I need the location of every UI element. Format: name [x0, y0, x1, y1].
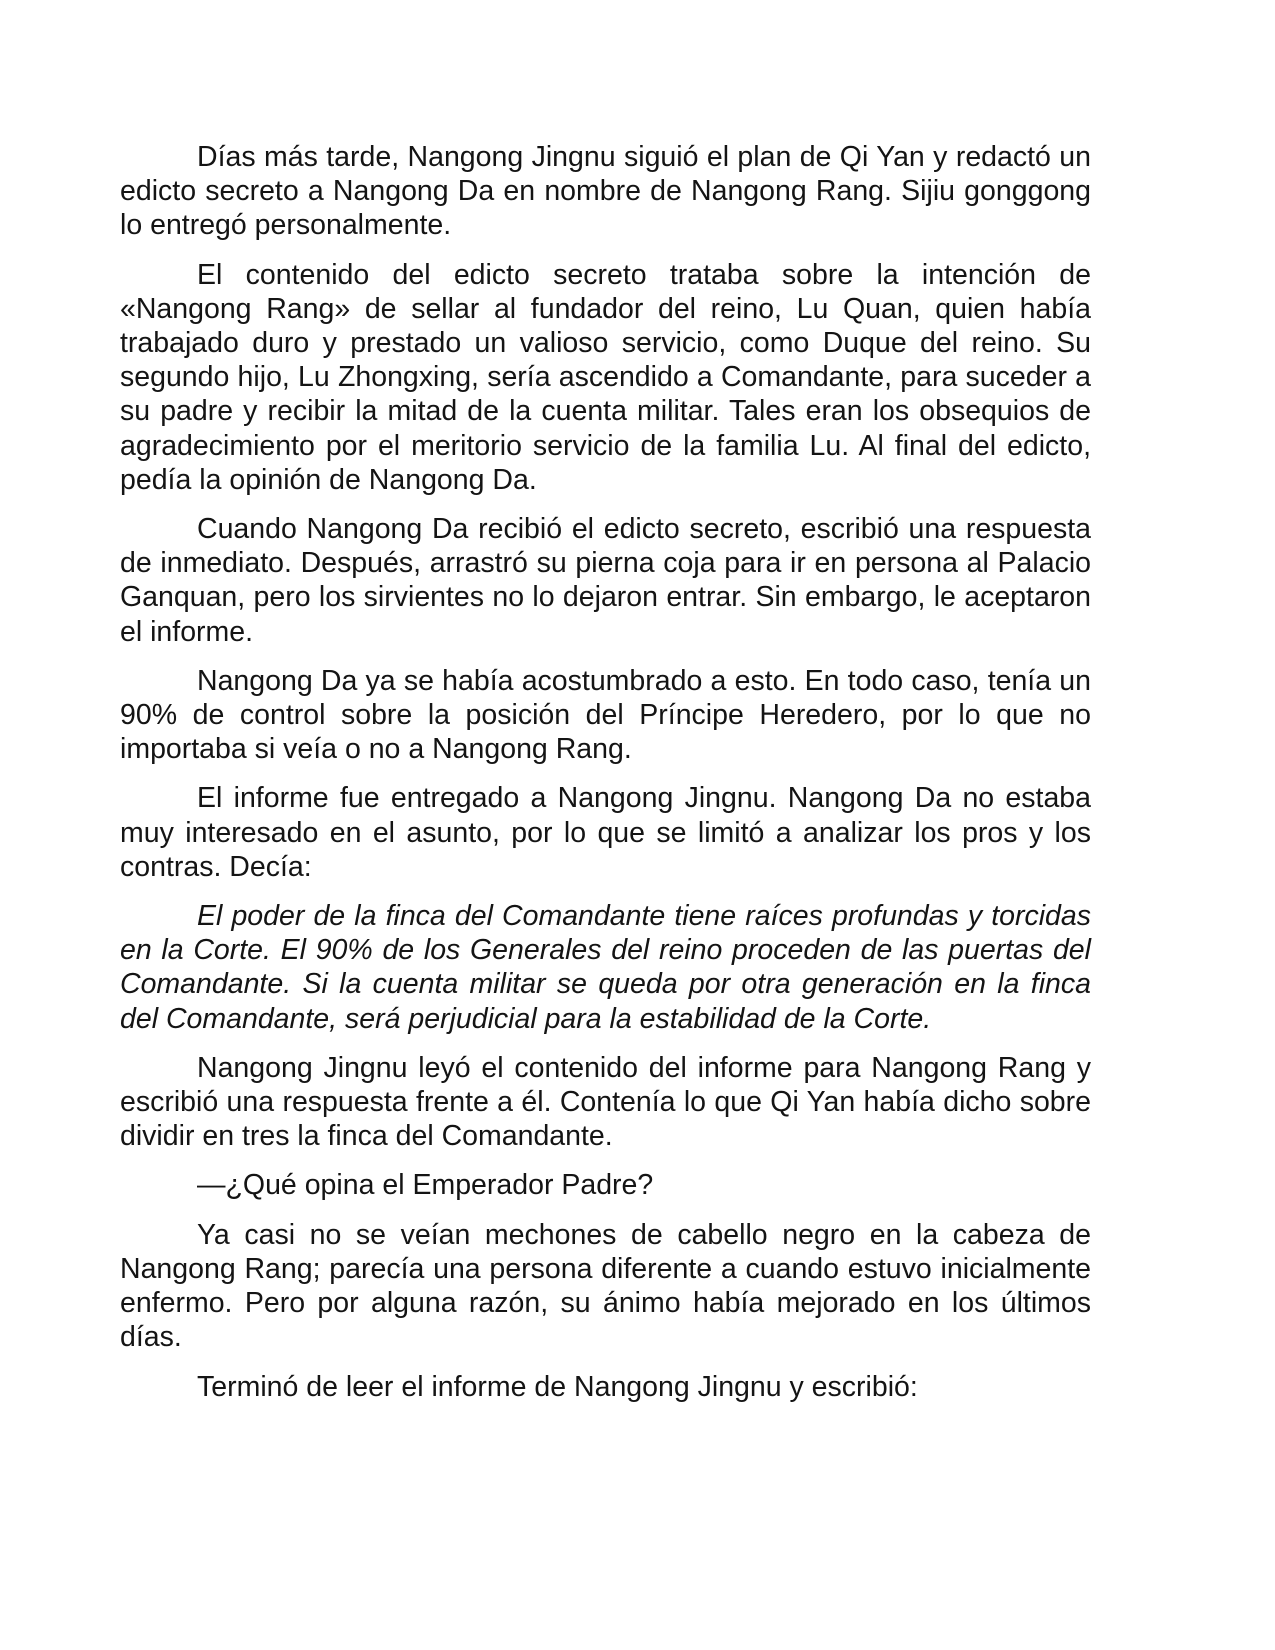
paragraph-9: Ya casi no se veían mechones de cabello negro en la cabeza de Nangong Rang; parecía una persona diferente a cuando estuvo inicialmente enfermo. Pero por alguna razón, su ánimo había mejorado en los últimos días.	[120, 1218, 1091, 1354]
paragraph-5: El informe fue entregado a Nangong Jingnu. Nangong Da no estaba muy interesado en el asunto, por lo que se limitó a analizar los pros y los contras. Decía:	[120, 782, 1091, 883]
paragraph-2: El contenido del edicto secreto trataba sobre la intención de «Nangong Rang» de sellar al fundador del reino, Lu Quan, quien había trabajado duro y prestado un valioso servicio, como Duque del reino. Su segundo hijo, Lu Zhongxing, sería ascendido a Comandante, para suceder a su padre y recibir la mitad de la cuenta militar. Tales eran los obsequios de agradecimiento por el meritorio servicio de la familia Lu. Al final del edicto, pedía la opinión de Nangong Da.	[120, 258, 1091, 496]
paragraph-10: Terminó de leer el informe de Nangong Jingnu y escribió:	[197, 1370, 918, 1403]
document-page	[120, 140, 1091, 1419]
dialogue-line: —¿Qué opina el Emperador Padre?	[197, 1169, 654, 1202]
paragraph-3: Cuando Nangong Da recibió el edicto secreto, escribió una respuesta de inmediato. Después, arrastró su pierna coja para ir en persona al Palacio Ganquan, pero los sirvientes no lo dejaron entrar. Sin embargo, le aceptaron el informe.	[120, 513, 1091, 648]
paragraph-4: Nangong Da ya se había acostumbrado a esto. En todo caso, tenía un 90% de control sobre la posición del Príncipe Heredero, por lo que no importaba si veía o no a Nangong Rang.	[120, 664, 1091, 766]
report-quote: El poder de la finca del Comandante tiene raíces profundas y torcidas en la Corte. El 90% de los Generales del reino proceden de las puertas del Comandante. Si la cuenta militar se queda por otra generación en la finca del Comandante, será perjudicial para la estabilidad de la Corte.	[120, 900, 1091, 1035]
paragraph-1: Días más tarde, Nangong Jingnu siguió el plan de Qi Yan y redactó un edicto secreto a Nangong Da en nombre de Nangong Rang. Sijiu gonggong lo entregó personalmente.	[120, 141, 1091, 242]
paragraph-7: Nangong Jingnu leyó el contenido del informe para Nangong Rang y escribió una respuesta frente a él. Contenía lo que Qi Yan había dicho sobre dividir en tres la finca del Comandante.	[120, 1051, 1091, 1153]
